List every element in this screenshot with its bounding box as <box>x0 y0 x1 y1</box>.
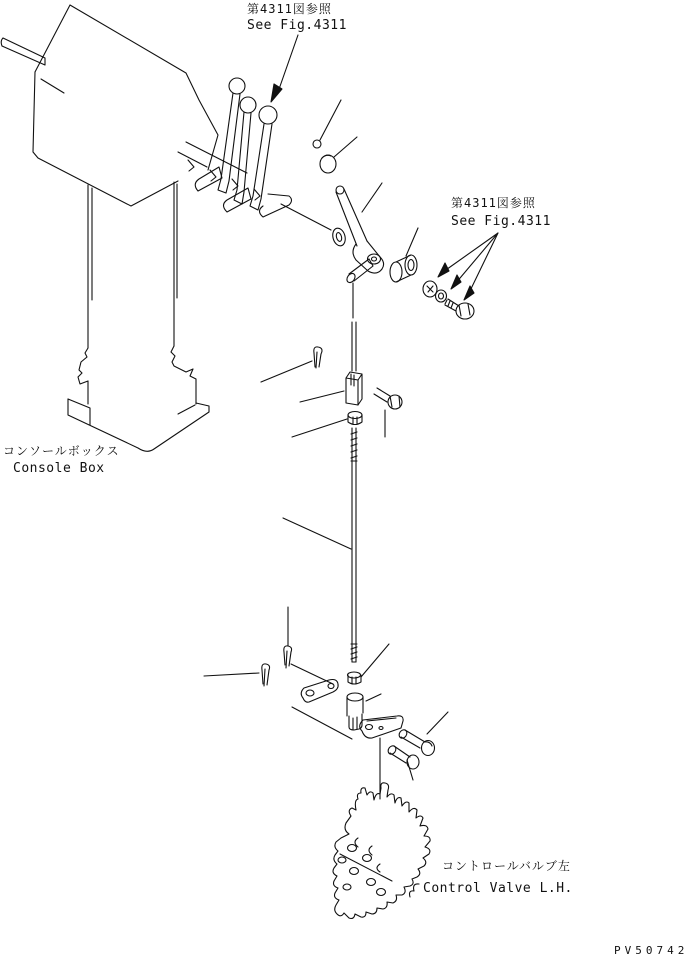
connecting-rod <box>283 428 357 662</box>
right-reference-label-en: See Fig.4311 <box>451 214 551 229</box>
console-box <box>1 5 218 451</box>
lower-linkage <box>204 607 448 799</box>
console-box-label-en: Console Box <box>13 461 105 476</box>
top-reference-label-en: See Fig.4311 <box>247 18 347 33</box>
sheet-code: PV50742 <box>614 944 688 957</box>
control-valve-label-jp: コントロールバルブ左 <box>442 859 571 873</box>
knob-ball-and-screw <box>313 100 357 173</box>
control-valve-label-en: Control Valve L.H. <box>423 881 573 896</box>
crank-arm-assembly <box>331 183 418 318</box>
operation-levers <box>218 78 277 210</box>
top-reference-arrow <box>271 35 298 102</box>
console-box-label-jp: コンソールボックス <box>3 444 120 458</box>
joint-block-assembly <box>261 322 402 437</box>
top-reference-label-jp: 第4311図参照 <box>247 2 332 16</box>
right-reference-label-jp: 第4311図参照 <box>451 196 536 210</box>
fastener-set <box>423 233 498 319</box>
control-valve-body <box>333 783 430 919</box>
